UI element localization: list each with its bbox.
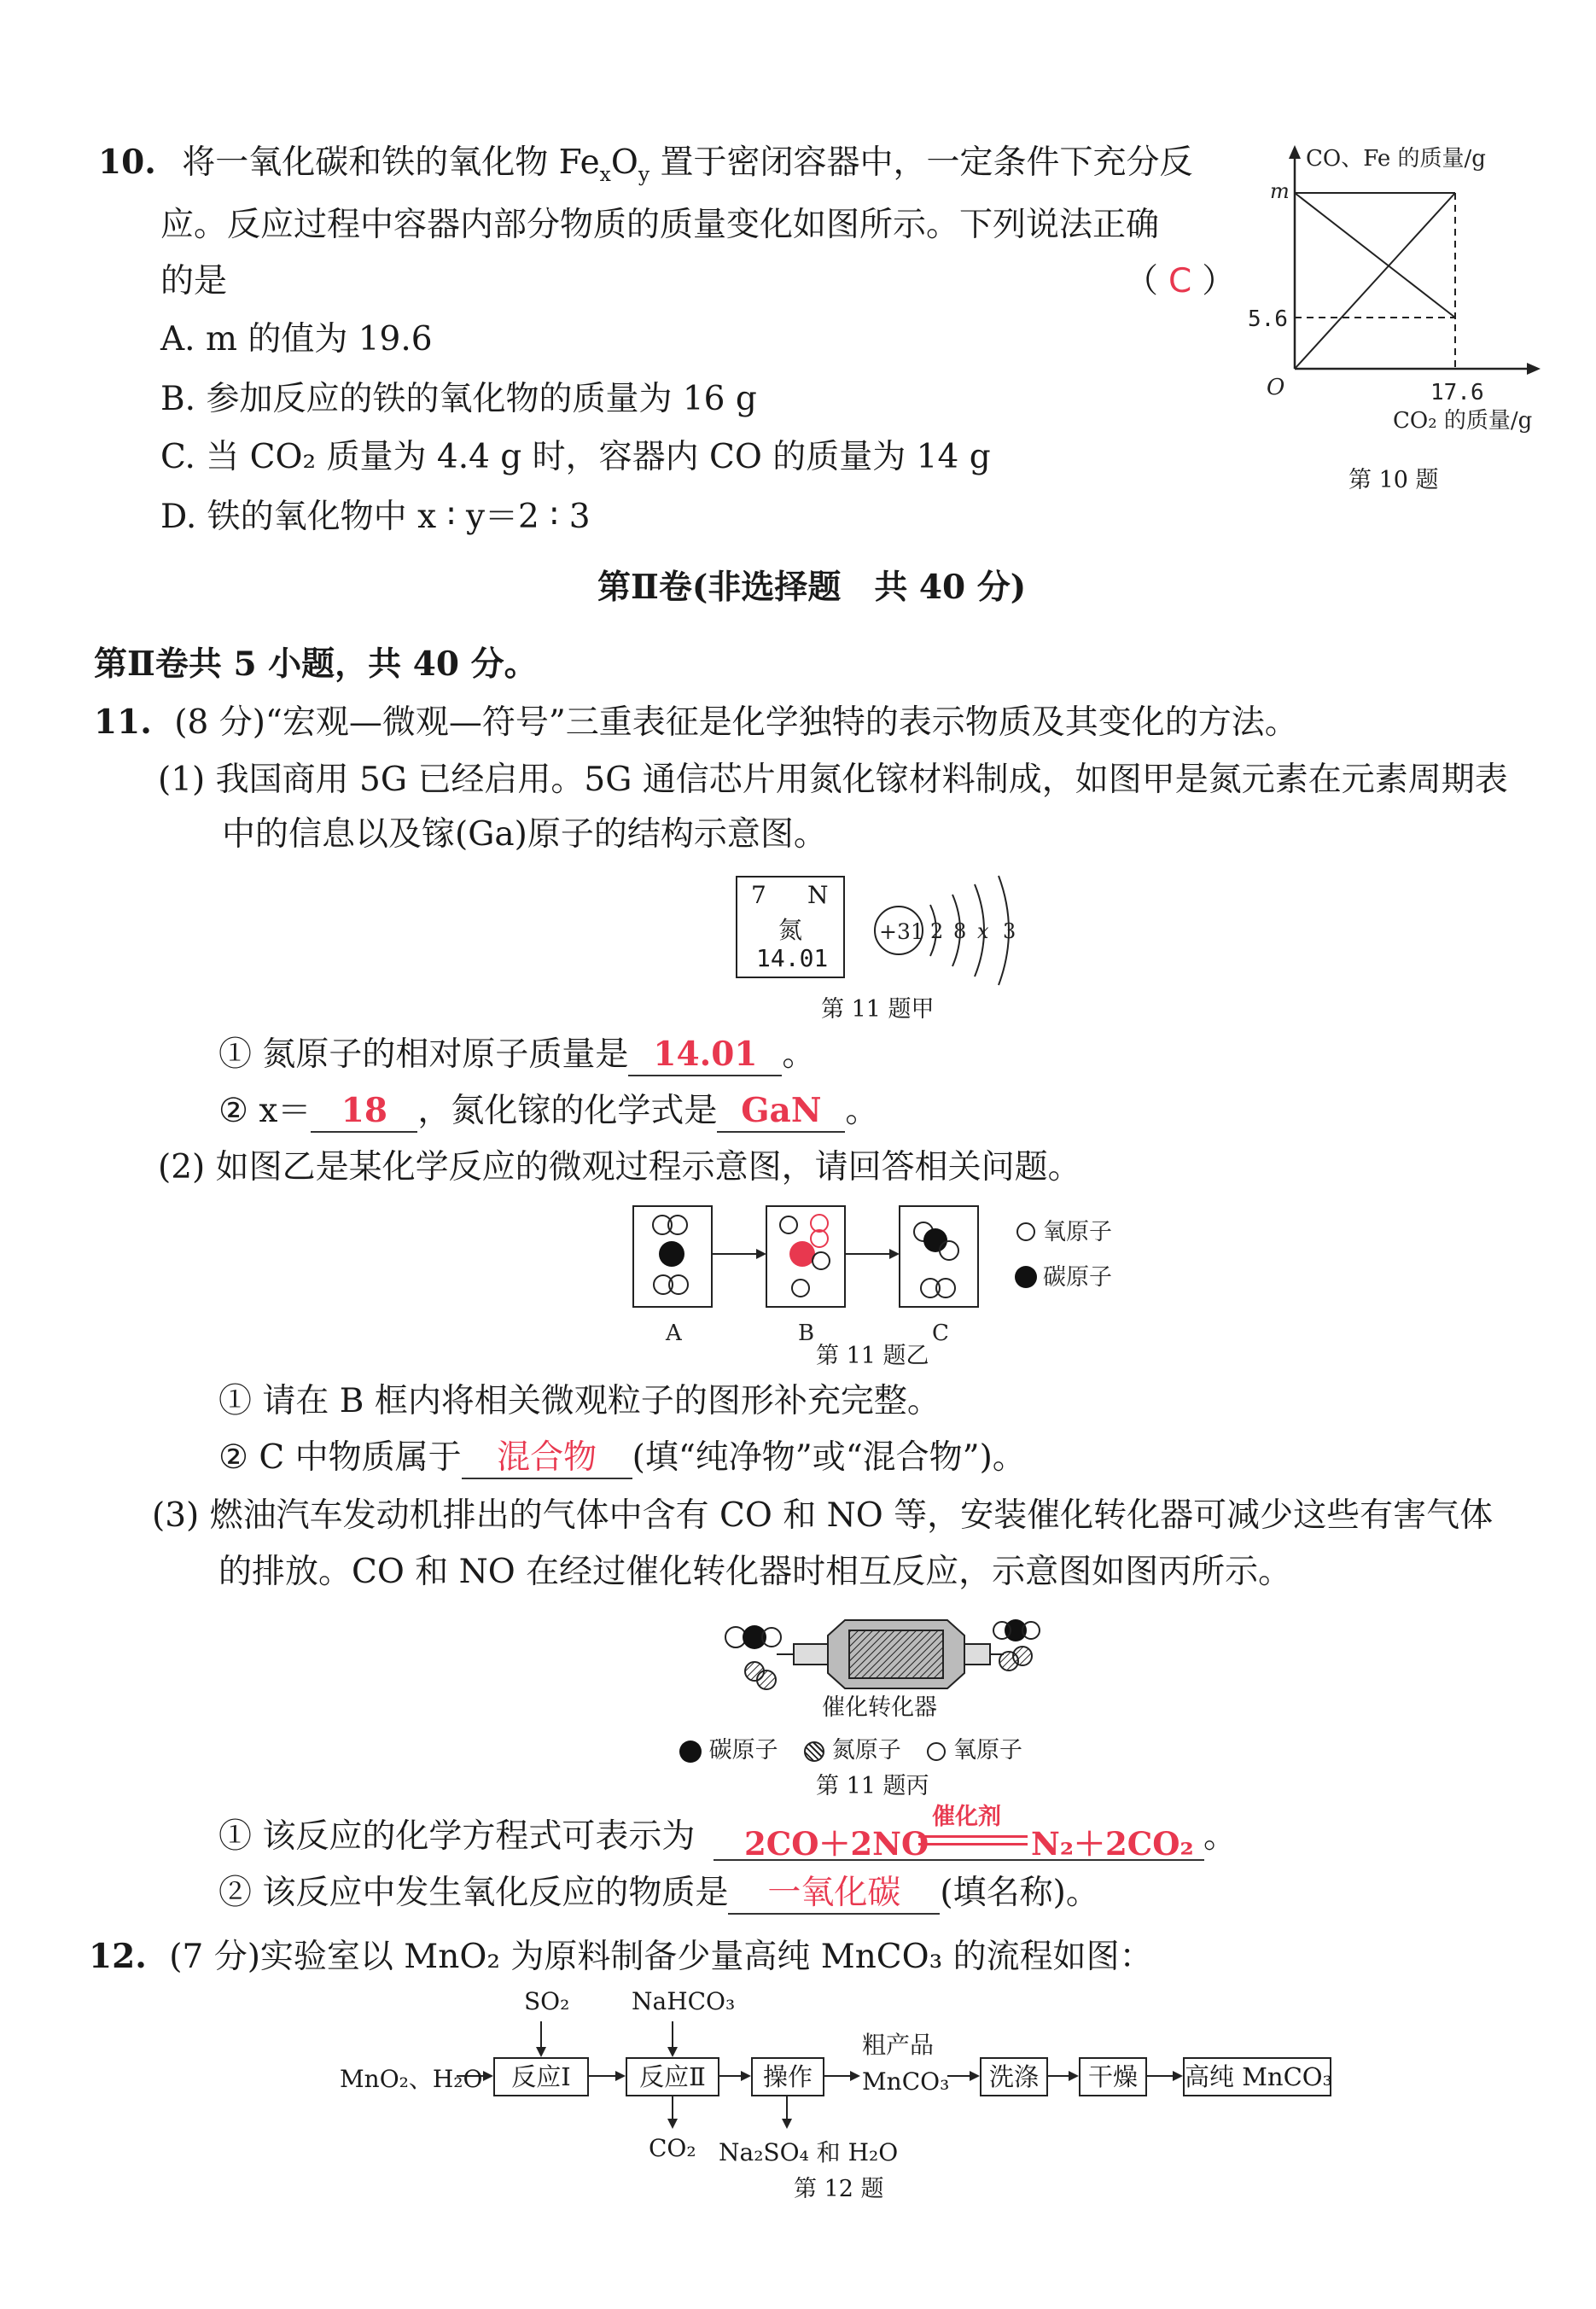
- legend-carbon-label: 碳原子: [1043, 1264, 1112, 1291]
- element-card-nitrogen: [736, 876, 845, 978]
- element-symbol: N: [807, 881, 829, 909]
- legend-oxygen-label: 氧原子: [1043, 1219, 1112, 1245]
- flow-step-reaction1: 反应Ⅰ: [493, 2057, 589, 2096]
- q11-p2: (2) 如图乙是某化学反应的微观过程示意图，请回答相关问题。: [158, 1148, 1081, 1187]
- equation-equals: [918, 1835, 1028, 1845]
- micro-process-diagram: [623, 1199, 1135, 1349]
- pipe-out: [964, 1644, 990, 1665]
- q10-option-c: C. 当 CO₂ 质量为 4.4 g 时，容器内 CO 的质量为 14 g: [160, 438, 991, 476]
- graph-x-arrow: [1527, 363, 1541, 375]
- label-b: B: [798, 1321, 815, 1346]
- element-mass: 14.01: [756, 944, 829, 972]
- label-a: A: [666, 1321, 682, 1346]
- q11-p3-line2: 的排放。CO 和 NO 在经过催化转化器时相互反应，示意图如图丙所示。: [218, 1553, 1292, 1591]
- flow-input-nahco3: NaHCO₃: [632, 1987, 736, 2015]
- graph-y-tick: 5.6: [1248, 306, 1288, 332]
- arrow-b-c-head: [889, 1249, 900, 1259]
- answer-x-value: 18: [341, 1091, 387, 1130]
- legend3-oxygen-icon: [927, 1742, 946, 1761]
- q11-3a: ① 该反应的化学方程式可表示为: [218, 1817, 696, 1856]
- q11-p3-line1: (3) 燃油汽车发动机排出的气体中含有 CO 和 NO 等，安装催化转化器可减少这些有害气体: [152, 1496, 1494, 1535]
- fig3-caption: 第 11 题丙: [816, 1773, 929, 1799]
- fig2-caption: 第 11 题乙: [816, 1343, 929, 1369]
- flow-step-wash: 洗涤: [980, 2057, 1048, 2096]
- graph-origin: O: [1267, 375, 1285, 400]
- q11-p1-line1: (1) 我国商用 5G 已经启用。5G 通信芯片用氮化镓材料制成，如图甲是氮元素在元素周期表: [158, 761, 1508, 799]
- q11-2a: ① 请在 B 框内将相关微观粒子的图形补充完整。: [218, 1382, 941, 1420]
- q10-line2: 应。反应过程中容器内部分物质的质量变化如图所示。下列说法正确: [160, 206, 1160, 244]
- box-c-co2-c: [923, 1228, 947, 1252]
- flow-step-reaction2: 反应Ⅱ: [626, 2057, 719, 2096]
- section-desc: 第Ⅱ卷共 5 小题，共 40 分。: [94, 644, 538, 684]
- flow-start: MnO₂、H₂O: [340, 2065, 483, 2093]
- arrow-a-b-head: [756, 1249, 766, 1259]
- q10-number: 10.: [98, 143, 156, 182]
- out-co2-c: [1005, 1619, 1027, 1641]
- q12-line: [89, 1934, 1153, 1980]
- q10-line3: 的是: [160, 262, 228, 300]
- q11-stem: (8 分)“宏观—微观—符号”三重表征是化学独特的表示物质及其变化的方法。: [174, 703, 1298, 742]
- answer-mixture: 混合物: [497, 1438, 597, 1477]
- q11-1b: ② x＝ 18 ，氮化镓的化学式是 GaN 。: [218, 1089, 878, 1134]
- answer-atomic-mass: 14.01: [653, 1035, 758, 1074]
- q10-answer-paren: （ C ）: [1125, 262, 1236, 300]
- ga-atom-structure: [871, 871, 1041, 990]
- section-title: 第Ⅱ卷(非选择题 共 40 分): [597, 568, 1027, 607]
- graph-m-label: m: [1270, 179, 1290, 203]
- equation-rhs: N₂＋2CO₂: [1031, 1825, 1194, 1863]
- legend3-carbon-icon: [679, 1740, 702, 1763]
- graph-y-label: CO、Fe 的质量/g: [1306, 146, 1486, 172]
- box-b-carbon-red: [789, 1241, 815, 1267]
- q11-line: [94, 700, 1298, 745]
- answer-carbon-monoxide: 一氧化碳: [767, 1874, 901, 1912]
- box-b-oxygen1: [780, 1216, 797, 1233]
- equation-catalyst: 催化剂: [932, 1804, 1001, 1830]
- q10-option-d: D. 铁的氧化物中 x ∶ y＝2 ∶ 3: [160, 498, 591, 536]
- nucleus-charge: +31: [879, 919, 924, 944]
- q10-stem1: 将一氧化碳和铁的氧化物 $Fe_xO_y$ 置于密闭容器中，一定条件下充分反: [182, 143, 1193, 186]
- q11-1a: ① 氮原子的相对原子质量是 14.01 。: [218, 1033, 815, 1077]
- out-n2-b: [1013, 1647, 1032, 1665]
- q10-line1: [98, 140, 1192, 196]
- legend-carbon-symbol: [1015, 1266, 1037, 1288]
- flow-crude-line1: 粗产品: [862, 2031, 935, 2059]
- q10-graph-caption: 第 10 题: [1348, 467, 1439, 493]
- box-b-oxygen3: [792, 1280, 809, 1297]
- element-name: 氮: [778, 916, 803, 944]
- in-n2-b: [757, 1671, 776, 1689]
- shell-electrons-2: 8: [953, 919, 967, 943]
- graph-x-tick: 17.6: [1430, 380, 1484, 405]
- q10-option-b: B. 参加反应的铁的氧化物的质量为 16 g: [160, 380, 757, 418]
- flow-step-operation: 操作: [751, 2057, 824, 2096]
- flow-crude-line2: MnCO₃: [862, 2067, 950, 2096]
- shell-electrons-4: 3: [1003, 919, 1016, 943]
- converter-core: [849, 1630, 943, 1678]
- legend3-nitrogen-icon: [804, 1741, 824, 1762]
- q10-answer: C: [1168, 262, 1192, 300]
- graph-co-line: [1295, 193, 1455, 318]
- answer-gan-formula: GaN: [741, 1091, 822, 1130]
- graph-fe-line: [1295, 193, 1455, 369]
- q11-2b: ② C 中物质属于 混合物 (填“纯净物”或“混合物”)。: [218, 1436, 1026, 1480]
- q11-number: 11.: [94, 703, 152, 742]
- equation-answer: [714, 1798, 1204, 1861]
- flow-input-so2: SO₂: [524, 1987, 570, 2015]
- flow-output-na2so4: Na₂SO₄ 和 H₂O: [719, 2138, 899, 2166]
- q12-number: 12.: [89, 1937, 147, 1976]
- q11-p1-line2: 中的信息以及镓(Ga)原子的结构示意图。: [222, 815, 827, 854]
- equation-lhs: 2CO＋2NO: [744, 1825, 929, 1863]
- q12-stem: (7 分)实验室以 MnO₂ 为原料制备少量高纯 MnCO₃ 的流程如图：: [169, 1938, 1153, 1976]
- legend-oxygen-symbol: [1017, 1223, 1034, 1240]
- flow-step-dry: 干燥: [1079, 2057, 1147, 2096]
- converter-label: 催化转化器: [822, 1694, 937, 1721]
- fig3-legend: 碳原子 氮原子 氧原子: [679, 1731, 1022, 1764]
- box-b-oxygen2: [813, 1252, 830, 1269]
- q10-option-a: A. m 的值为 19.6: [160, 320, 433, 359]
- box-c-co2-o2: [940, 1241, 958, 1260]
- q12-caption: 第 12 题: [794, 2176, 884, 2202]
- graph-y-arrow: [1289, 145, 1301, 159]
- q11-3b: ② 该反应中发生氧化反应的物质是 一氧化碳 (填名称)。: [218, 1871, 1099, 1915]
- label-c: C: [932, 1321, 949, 1346]
- q10-graph: [1229, 137, 1553, 434]
- shell-electrons-3: x: [977, 919, 989, 943]
- element-number: 7: [751, 881, 766, 909]
- shell-electrons-1: 2: [930, 919, 944, 943]
- q11-3a-end: 。: [1203, 1817, 1238, 1856]
- graph-x-label: CO₂ 的质量/g: [1393, 408, 1533, 434]
- flow-output-co2: CO₂: [649, 2134, 696, 2162]
- box-a-carbon: [659, 1241, 684, 1267]
- pipe-in: [794, 1644, 828, 1665]
- fig1-caption: 第 11 题甲: [821, 996, 935, 1023]
- flow-final-product: 高纯 MnCO₃: [1183, 2057, 1331, 2096]
